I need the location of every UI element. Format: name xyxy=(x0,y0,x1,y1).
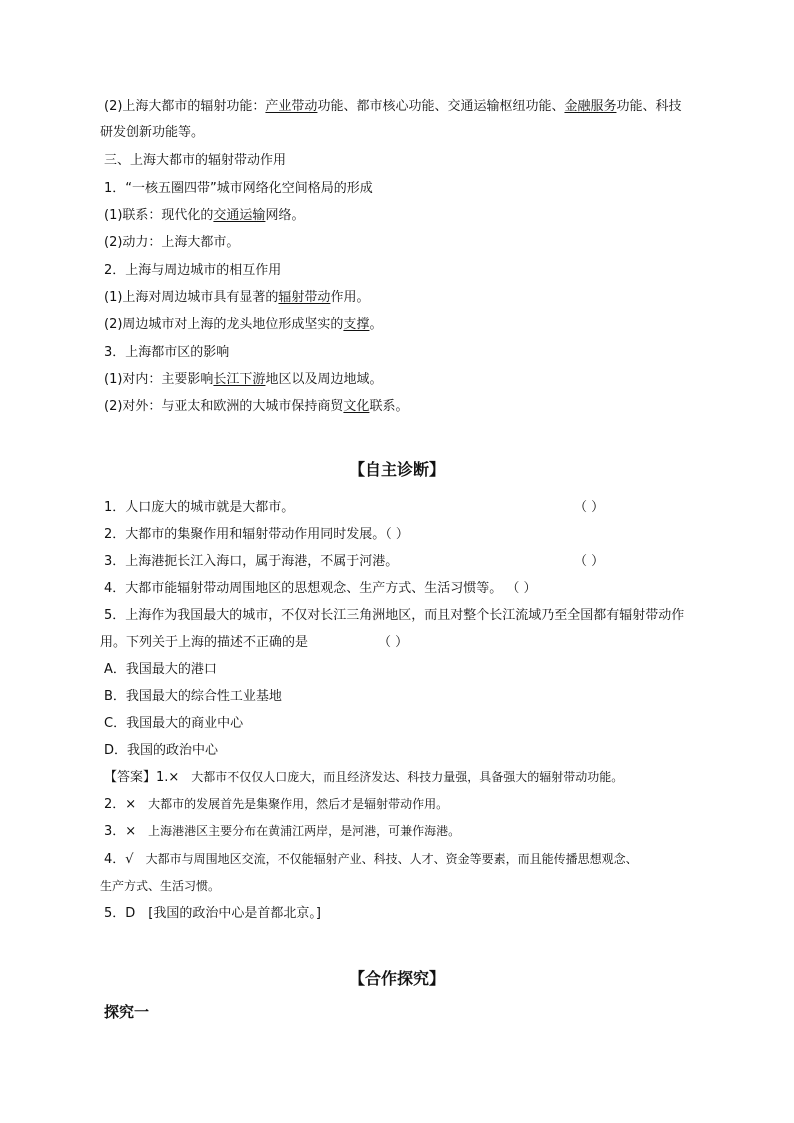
diagnosis-title: 【自主诊断】 xyxy=(348,460,445,479)
underlined-term: 产业带动 xyxy=(265,99,318,114)
underlined-term: 文化 xyxy=(343,399,370,414)
answer-5: 5．D [我国的政治中心是首都北京。] xyxy=(104,906,321,921)
item-external xyxy=(104,398,408,415)
underlined-term: 金融服务 xyxy=(564,99,617,114)
text: 。 xyxy=(369,317,383,332)
text: (1)联系：现代化的 xyxy=(104,208,214,223)
question-4: 4．大都市能辐射带动周围地区的思想观念、生产方式、生活习惯等。 （ ） xyxy=(104,581,537,596)
answer-paren-5: （ ） xyxy=(378,635,409,650)
answer-paren-1: （ ） xyxy=(574,500,605,515)
text: 联系。 xyxy=(369,399,409,414)
sub-heading-1: 1．“一核五圈四带”城市网络化空间格局的形成 xyxy=(104,181,373,196)
text: 作用。 xyxy=(330,290,370,305)
answer-text: 大都市的发展首先是集聚作用，然后才是辐射带动作用。 xyxy=(148,797,449,811)
cooperation-title: 【合作探究】 xyxy=(348,969,445,988)
underlined-term: 支撑 xyxy=(343,317,370,332)
underlined-term: 辐射带动 xyxy=(278,290,331,305)
answer-1 xyxy=(104,769,623,786)
text: (1)上海对周边城市具有显著的 xyxy=(104,290,279,305)
underlined-term: 交通运输 xyxy=(213,208,266,223)
item-shanghai-effect xyxy=(104,289,369,306)
underlined-term: 长江下游 xyxy=(213,372,266,387)
answer-text: 大都市不仅仅人口庞大，而且经济发达、科技力量强，具备强大的辐射带动功能。 xyxy=(191,770,624,784)
answer-2 xyxy=(104,796,448,813)
item-connection xyxy=(104,207,304,224)
item-internal xyxy=(104,371,382,388)
option-c: C．我国最大的商业中心 xyxy=(104,716,244,731)
text: (2)上海大都市的辐射功能： xyxy=(104,99,266,114)
text: 功能、都市核心功能、交通运输枢纽功能、 xyxy=(317,99,565,114)
question-1: 1．人口庞大的城市就是大都市。 xyxy=(104,500,295,515)
question-5-line1: 5．上海作为我国最大的城市，不仅对长江三角洲地区，而且对整个长江流域乃至全国都有辐射带动作 xyxy=(104,608,685,623)
option-b: B．我国最大的综合性工业基地 xyxy=(104,689,282,704)
text: (1)对内：主要影响 xyxy=(104,372,214,387)
item-driving-force: (2)动力：上海大都市。 xyxy=(104,235,240,250)
text: (2)周边城市对上海的龙头地位形成坚实的 xyxy=(104,317,344,332)
option-d: D．我国的政治中心 xyxy=(104,743,219,758)
question-3: 3．上海港扼长江入海口，属于海港，不属于河港。 xyxy=(104,554,399,569)
section-three-heading: 三、上海大都市的辐射带动作用 xyxy=(104,153,287,168)
sub-heading-2: 2．上海与周边城市的相互作用 xyxy=(104,263,282,278)
text: 功能、科技 xyxy=(616,99,682,114)
answer-text: 上海港港区主要分布在黄浦江两岸，是河港，可兼作海港。 xyxy=(148,824,461,838)
answer-number: 3．× xyxy=(104,824,137,839)
answer-paren-3: （ ） xyxy=(574,554,605,569)
text: 网络。 xyxy=(265,208,305,223)
answer-text: 大都市与周围地区交流，不仅能辐射产业、科技、人才、资金等要素，而且能传播思想观念、 xyxy=(145,852,638,866)
radiation-function-line xyxy=(104,98,681,115)
answer-number: 4．√ xyxy=(104,852,134,867)
option-a: A．我国最大的港口 xyxy=(104,662,217,677)
text: 地区以及周边地域。 xyxy=(265,372,383,387)
answer-number: 2．× xyxy=(104,797,137,812)
item-surrounding-effect xyxy=(104,316,382,333)
sub-heading-3: 3．上海都市区的影响 xyxy=(104,345,230,360)
question-5-line2: 用。下列关于上海的描述不正确的是 xyxy=(100,635,309,650)
answer-4 xyxy=(104,851,638,868)
answer-label: 【答案】1.× xyxy=(104,770,180,785)
answer-4-cont: 生产方式、生活习惯。 xyxy=(100,879,221,893)
inquiry-one-heading: 探究一 xyxy=(104,1003,150,1021)
answer-3 xyxy=(104,823,460,840)
question-2: 2．大都市的集聚作用和辐射带动作用同时发展。（ ） xyxy=(104,527,409,542)
text: (2)对外：与亚太和欧洲的大城市保持商贸 xyxy=(104,399,344,414)
radiation-function-cont: 研发创新功能等。 xyxy=(100,125,205,140)
